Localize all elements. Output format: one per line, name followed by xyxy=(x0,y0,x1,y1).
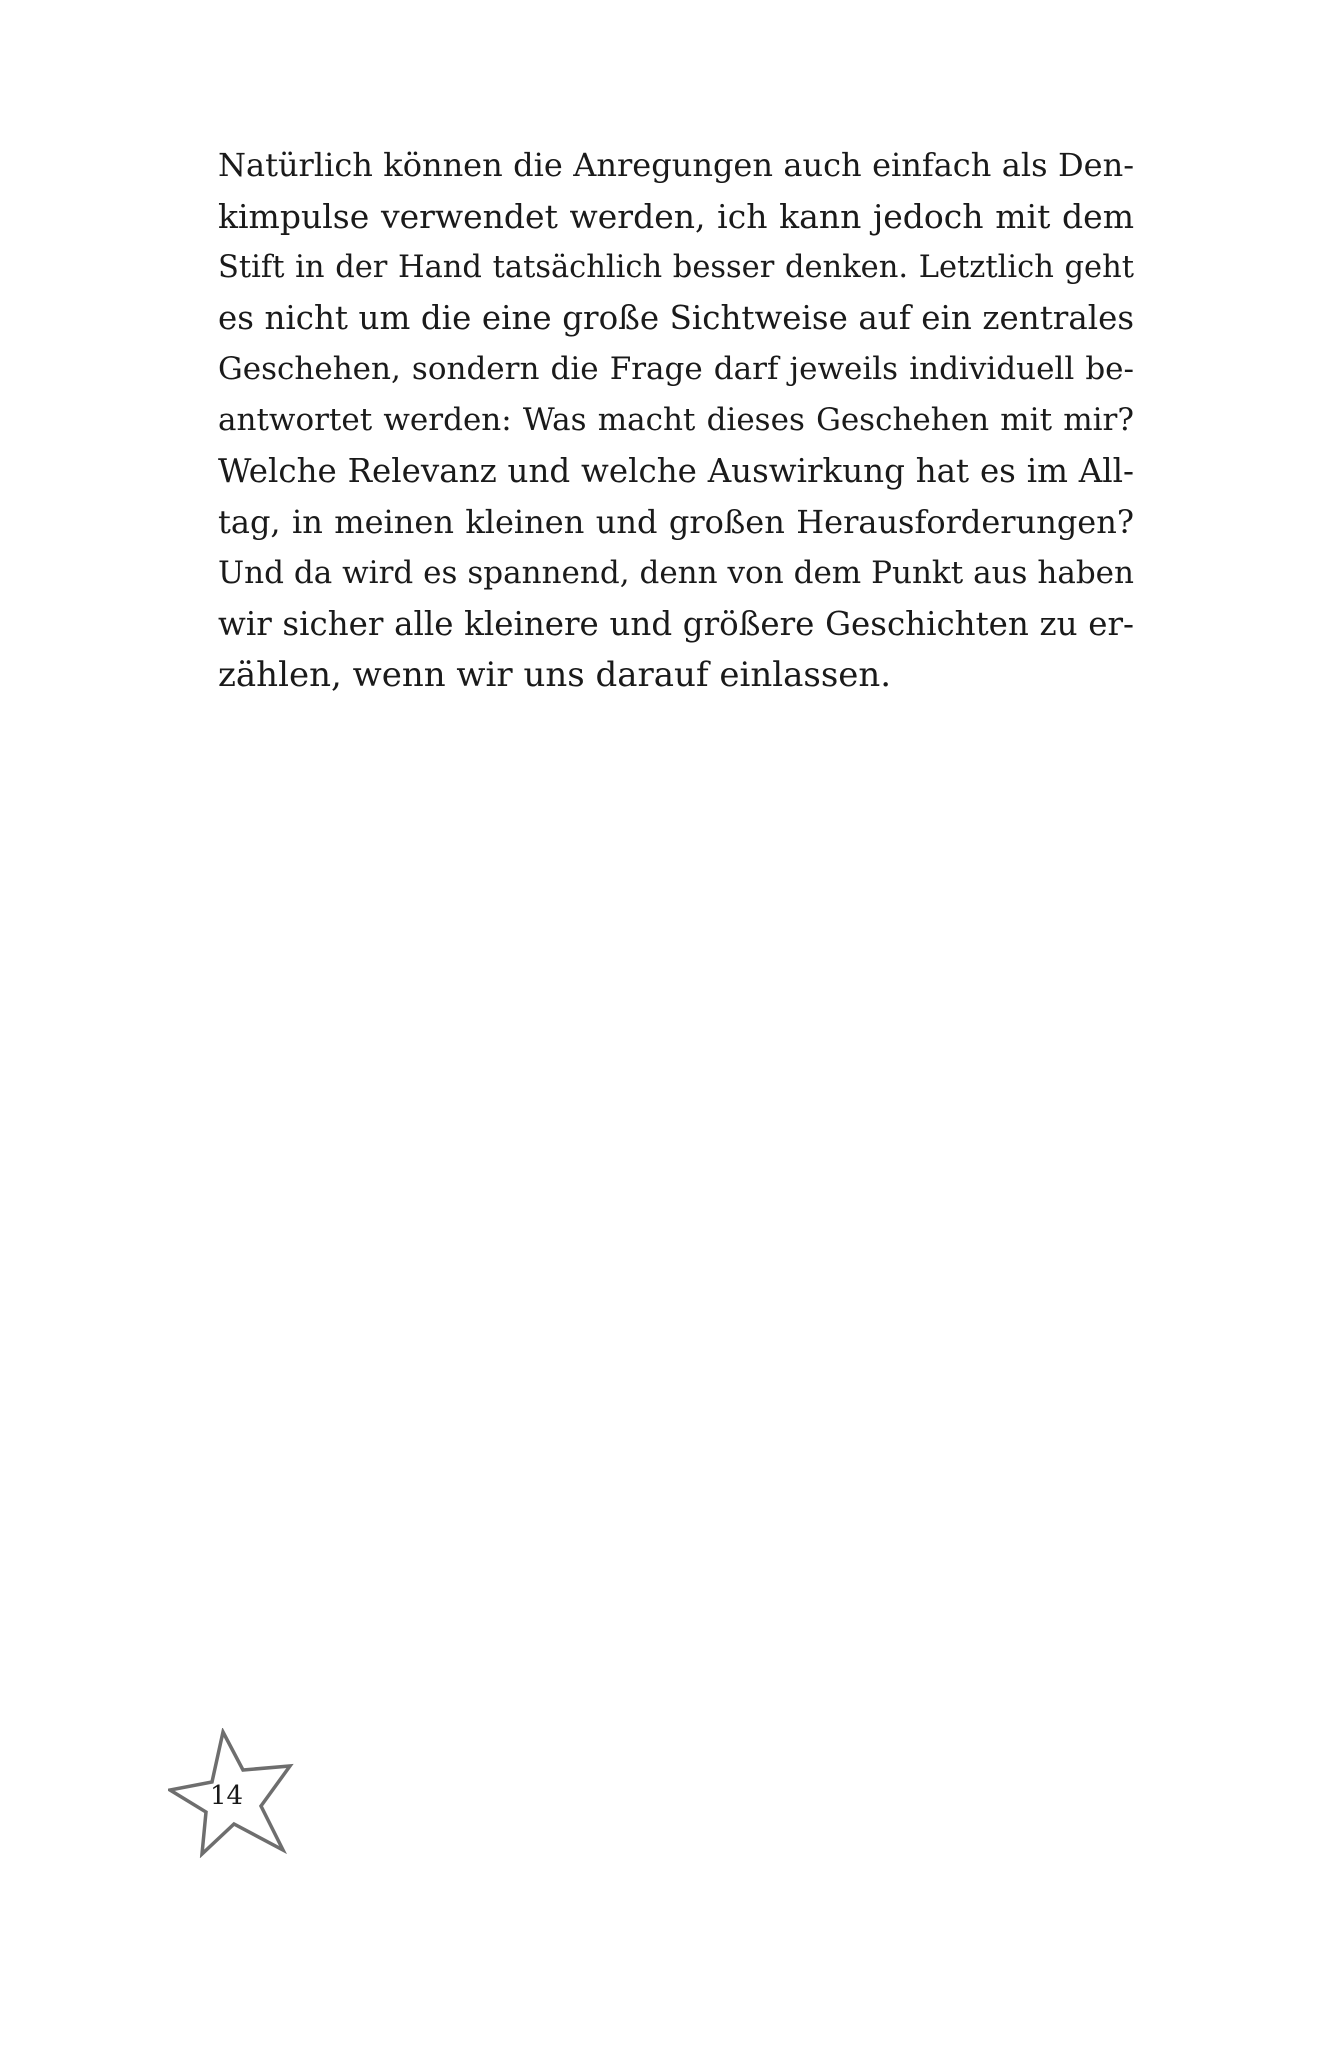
text-line: Geschehen, sondern die Frage darf jeweils individuell be- xyxy=(218,351,1134,387)
text-line: Stift in der Hand tatsächlich besser denken. Letztlich geht xyxy=(218,250,1134,285)
body-paragraph xyxy=(218,140,1134,701)
text-line: zählen, wenn wir uns darauf einlassen. xyxy=(218,655,892,695)
text-line: tag, in meinen kleinen und großen Herausforderungen? xyxy=(218,503,1134,541)
text-line: Welche Relevanz und welche Auswirkung hat es im All- xyxy=(218,452,1134,490)
page-number-ornament xyxy=(168,1728,298,1858)
text-line: Und da wird es spannend, denn von dem Punkt aus haben xyxy=(218,555,1134,591)
text-line: kimpulse verwendet werden, ich kann jedoch mit dem xyxy=(218,197,1134,236)
text-line: wir sicher alle kleinere und größere Geschichten zu er- xyxy=(218,605,1134,643)
page-number: 14 xyxy=(210,1781,244,1811)
text-line: antwortet werden: Was macht dieses Geschehen mit mir? xyxy=(218,402,1134,438)
text-line: es nicht um die eine große Sichtweise auf ein zentrales xyxy=(218,299,1134,337)
text-line: Natürlich können die Anregungen auch einfach als Den- xyxy=(218,146,1134,184)
